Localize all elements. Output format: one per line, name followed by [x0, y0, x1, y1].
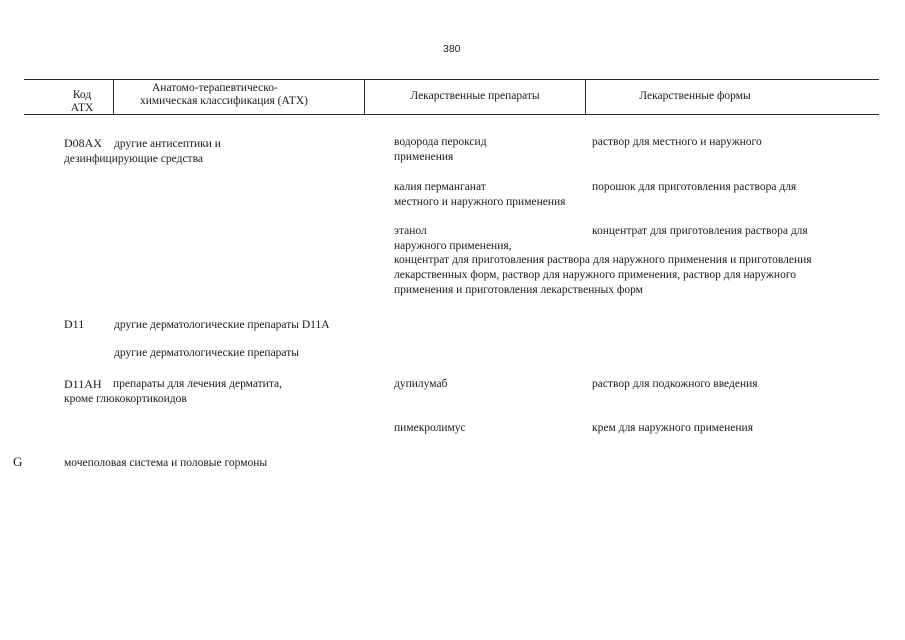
header-atc [140, 82, 330, 108]
drug-name: водорода пероксид [394, 136, 487, 148]
atc-name: препараты для лечения дерматита, [113, 378, 282, 390]
drug-form: концентрат для приготовления раствора для наружного применения и приготовления [394, 254, 812, 266]
atc-code: G [13, 454, 23, 469]
header-divider [113, 79, 114, 115]
drug-form: порошок для приготовления раствора для [592, 181, 797, 193]
drug-form: концентрат для приготовления раствора для [592, 225, 808, 237]
header-top-rule [24, 79, 879, 80]
atc-name: другие антисептики и [114, 138, 221, 150]
atc-code: D11AH [64, 377, 102, 391]
drug-form: лекарственных форм, раствор для наружного применения, раствор для наружного [394, 269, 796, 281]
header-atc-line: химическая классификация (АТХ) [140, 95, 308, 107]
drug-name: дупилумаб [394, 378, 448, 390]
drug-name: применения [394, 151, 454, 163]
header-code-line: АТХ [70, 102, 94, 114]
atc-name: дезинфицирующие средства [64, 153, 203, 165]
header-drugs: Лекарственные препараты [410, 90, 540, 102]
atc-name: другие дерматологические препараты D11A [114, 319, 330, 331]
drug-form: раствор для местного и наружного [592, 136, 762, 148]
header-code [58, 89, 106, 115]
header-divider [585, 79, 586, 115]
drug-form: крем для наружного применения [592, 422, 754, 434]
atc-name: мочеполовая система и половые гормоны [64, 457, 268, 469]
atc-name: кроме глюкокортикоидов [64, 393, 187, 405]
drug-name: пимекролимус [394, 422, 466, 434]
drug-name: этанол [394, 225, 427, 237]
atc-code: D11 [64, 317, 85, 331]
drug-name: калия перманганат [394, 181, 486, 193]
drug-name: местного и наружного применения [394, 196, 566, 208]
header-forms: Лекарственные формы [639, 90, 751, 102]
header-bottom-rule [24, 114, 879, 115]
atc-code: D08AX [64, 136, 102, 150]
header-atc-line: Анатомо-терапевтическо- [152, 82, 278, 94]
drug-form: применения и приготовления лекарственных форм [394, 284, 643, 296]
drug-form: раствор для подкожного введения [592, 378, 758, 390]
drug-name: наружного применения, [394, 240, 512, 252]
page-number: 380 [443, 43, 461, 55]
atc-name: другие дерматологические препараты [114, 347, 299, 359]
header-code-line: Код [72, 89, 92, 101]
